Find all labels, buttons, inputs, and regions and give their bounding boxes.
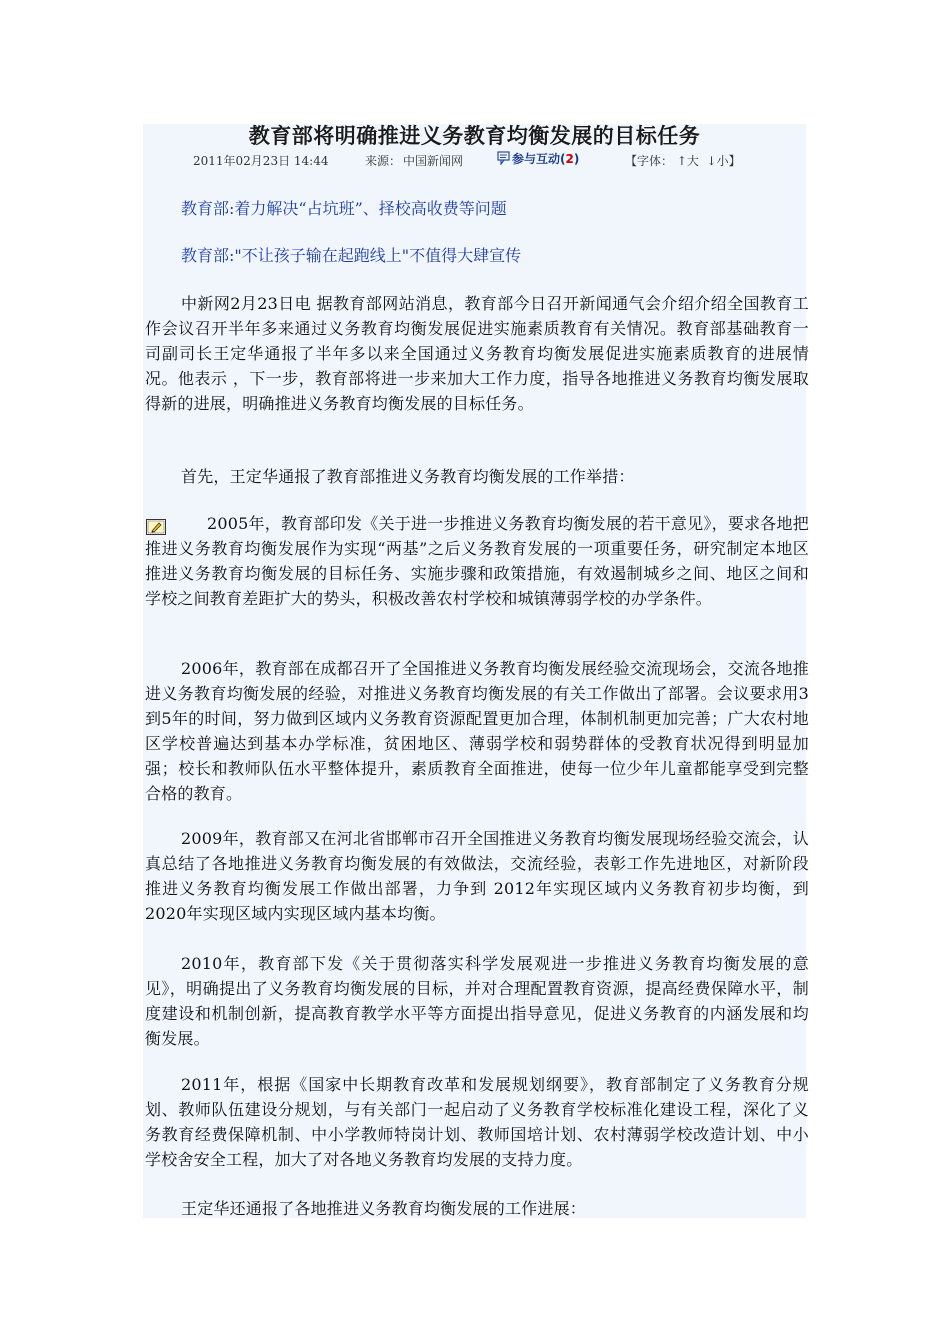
- interaction-paren-open: (: [560, 152, 566, 166]
- font-smaller-button[interactable]: ↓小: [706, 154, 729, 168]
- join-interaction-link[interactable]: [497, 150, 579, 168]
- paragraph-4: 2006年，教育部在成都召开了全国推进义务教育均衡发展经验交流现场会，交流各地推进义务教育均衡发展的经验，对推进义务教育均衡发展的有关工作做出了部署。会议要求用3到5年的时间，努力做到区域内义务教育资源配置更加合理，体制机制更加完善；广大农村地区学校普遍达到基本办学标准，贫困地区、薄弱学校和弱势群体的受教育状况得到明显加强；校长和教师队伍水平整体提升，素质教育全面推进，使每一位少年儿童都能享受到完整合格的教育。: [145, 659, 809, 803]
- article-title: 教育部将明确推进义务教育均衡发展的目标任务: [248, 124, 701, 148]
- interaction-paren-close: ): [573, 152, 580, 166]
- source-label: 来源：: [365, 154, 402, 168]
- publish-date: 2011年02月23日 14:44: [193, 154, 329, 168]
- comment-icon: [497, 151, 511, 165]
- source-name: 中国新闻网: [403, 154, 464, 168]
- paragraph-6: 2010年，教育部下发《关于贯彻落实科学发展观进一步推进义务教育均衡发展的意见》，明确提出了义务教育均衡发展的目标，并对合理配置教育资源，提高经费保障水平，制度建设和机制创新，提高教育教学水平等方面提出指导意见，促进义务教育的内涵发展和均衡发展。: [145, 954, 809, 1048]
- related-link-2[interactable]: 教育部:"不让孩子输在起跑线上"不值得大肆宣传: [181, 246, 522, 265]
- font-size-close: 】: [728, 154, 741, 168]
- paragraph-1: 中新网2月23日电 据教育部网站消息，教育部今日召开新闻通气会介绍介绍全国教育工作会议召开半年多来通过义务教育均衡发展促进实施素质教育有关情况。教育部基础教育一司副司长王定华通报了半年多以来全国通过义务教育均衡发展促进实施素质教育的进展情况。他表示 ，下一步，教育部将进一步来加大工作力度，指导各地推进义务教育均衡发展取得新的进展，明确推进义务教育均衡发展的目标任务。: [145, 294, 809, 413]
- interaction-label: 参与互动: [512, 152, 561, 166]
- paragraph-2: 首先，王定华通报了教育部推进义务教育均衡发展的工作举措：: [181, 467, 635, 486]
- paragraph-7: 2011年，根据《国家中长期教育改革和发展规划纲要》，教育部制定了义务教育分规划、教师队伍建设分规划，与有关部门一起启动了义务教育学校标准化建设工程，深化了义务教育经费保障机制、中小学教师特岗计划、教师国培计划、农村薄弱学校改造计划、中小学校舍安全工程，加大了对各地义务教育均发展的支持力度。: [145, 1075, 809, 1169]
- interaction-count: 2: [565, 152, 574, 166]
- related-link-1[interactable]: 教育部:着力解决“占坑班”、择校高收费等问题: [181, 199, 507, 218]
- paragraph-8: 王定华还通报了各地推进义务教育均衡发展的工作进展：: [181, 1199, 587, 1218]
- font-larger-button[interactable]: ↑大: [676, 154, 699, 168]
- paragraph-5: 2009年，教育部又在河北省邯郸市召开全国推进义务教育均衡发展现场经验交流会，认真总结了各地推进义务教育均衡发展的有效做法，交流经验，表彰工作先进地区，对新阶段推进义务教育均衡发展工作做出部署，力争到 2012年实现区域内义务教育初步均衡，到2020年实现区域内实现区域内基本均衡。: [145, 829, 809, 923]
- font-size-control: [625, 152, 741, 170]
- font-size-label: 【字体：: [625, 154, 674, 168]
- paragraph-3: 2005年，教育部印发《关于进一步推进义务教育均衡发展的若干意见》，要求各地把推进义务教育均衡发展作为实现“两基”之后义务教育发展的一项重要任务，研究制定本地区推进义务教育均衡发展的目标任务、实施步骤和政策措施，有效遏制城乡之间、地区之间和学校之间教育差距扩大的势头，积极改善农村学校和城镇薄弱学校的办学条件。: [145, 514, 809, 608]
